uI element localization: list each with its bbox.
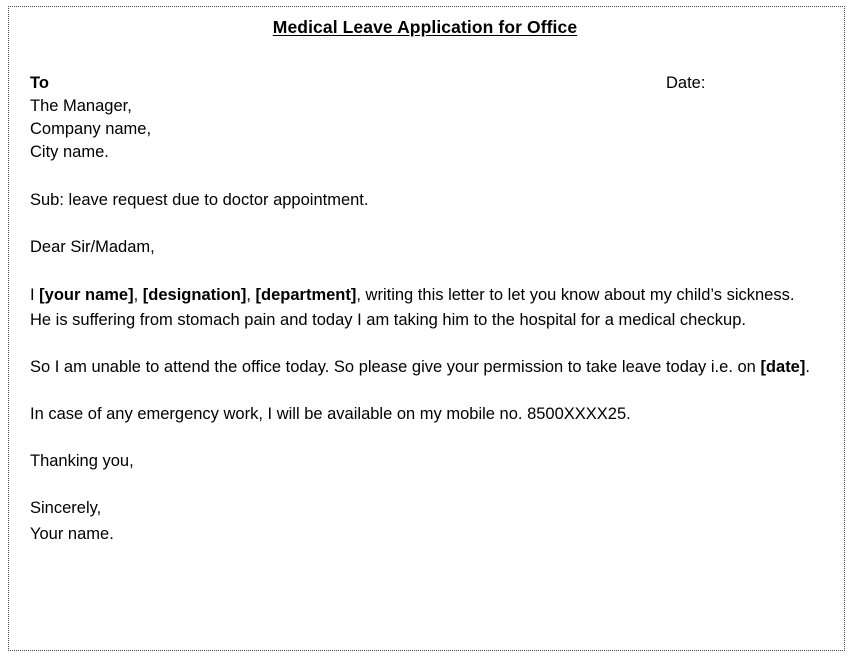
placeholder-your-name: [your name] — [39, 286, 134, 305]
date-label: Date: — [666, 73, 706, 92]
paragraph1-separator-2: , — [246, 286, 256, 305]
salutation: Dear Sir/Madam, — [30, 237, 155, 256]
placeholder-department: [department] — [255, 286, 357, 305]
paragraph2-prefix: So I am unable to attend the office today. So please give your permission to take leave today i.e. on — [30, 358, 761, 377]
closing-signoff: Sincerely, — [30, 499, 102, 518]
letter-page — [8, 6, 845, 651]
placeholder-date: [date] — [760, 358, 806, 377]
subject-line: Sub: leave request due to doctor appointment. — [30, 190, 369, 209]
recipient-address-block — [30, 95, 820, 165]
placeholder-designation: [designation] — [142, 286, 247, 305]
address-line-city: City name. — [30, 143, 109, 162]
letter-content — [9, 7, 844, 547]
to-label: To — [30, 73, 49, 92]
body-paragraph-3: In case of any emergency work, I will be available on my mobile no. 8500XXXX25. — [30, 405, 631, 424]
body-paragraph-1 — [30, 283, 820, 333]
letter-header-row — [30, 72, 820, 95]
closing-thanks: Thanking you, — [30, 452, 134, 471]
signature-name: Your name. — [30, 524, 114, 543]
page-title-text: Medical Leave Application for Office — [272, 17, 578, 37]
address-line-manager: The Manager, — [30, 96, 132, 115]
body-paragraph-2 — [30, 355, 820, 380]
signature-block — [30, 496, 820, 546]
paragraph1-rest: , writing this letter to let you know about my child’s sickness. He is suffering from stomach pain and today I am taking him to the hospital for a medical checkup. — [30, 286, 795, 330]
paragraph1-prefix: I — [30, 286, 40, 305]
address-line-company: Company name, — [30, 120, 152, 139]
page-title — [30, 17, 820, 39]
paragraph2-suffix: . — [805, 358, 810, 377]
paragraph1-separator-1: , — [133, 286, 143, 305]
